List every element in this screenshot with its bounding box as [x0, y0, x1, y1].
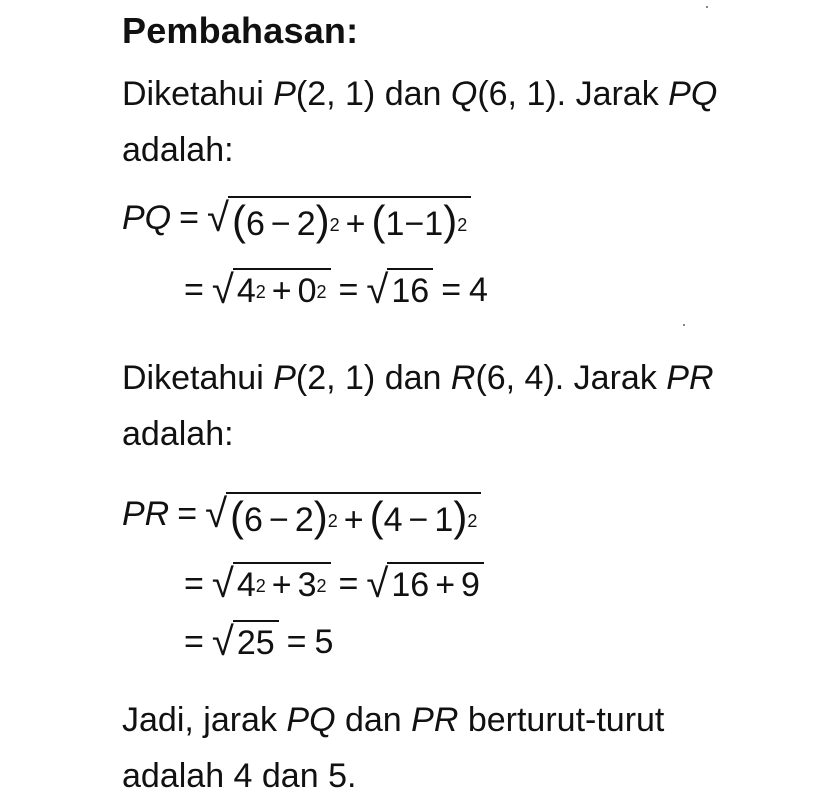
heading: Pembahasan: — [122, 10, 359, 51]
equation-pr-line1: PR = √ ( 6 − 2 ) $^2$ + ( 4 − 1 ) $^2$ — [122, 492, 481, 540]
sqrt-symbol: √ 25 — [212, 620, 279, 663]
sqrt-symbol: √ 16 — [366, 268, 433, 311]
equation-pq-line1: PQ = √ ( 6 − 2 ) $^2$ + ( 1 − 1 ) $^2$ — [122, 196, 471, 244]
equation-pq-line2: = √ 4 $^2$ + 0 $^2$ = √ 16 = 4 — [184, 268, 488, 312]
sqrt-symbol: √ 4 $^2$ + 0 $^2$ — [212, 268, 331, 311]
sqrt-symbol: √ ( 6 − 2 ) $^2$ + ( 4 − 1 ) $^2$ — [205, 492, 481, 540]
paragraph-conclusion: Jadi, jarak PQ dan PR berturut-turut adalah 4 dan 5. — [122, 701, 665, 795]
sqrt-symbol: √ 4 $^2$ + 3 $^2$ — [212, 562, 331, 605]
scan-speck — [706, 6, 708, 8]
equation-pr-line3: = √ 25 = 5 — [184, 620, 334, 664]
scan-speck — [683, 324, 685, 326]
sqrt-symbol: √ ( 6 − 2 ) $^2$ + ( 1 − 1 ) $^2$ — [207, 196, 471, 244]
equation-pr-line2: = √ 4 $^2$ + 3 $^2$ = √ 16 + 9 — [176, 562, 484, 605]
paragraph-pq: Diketahui P(2, 1) dan Q(6, 1). Jarak PQ adalah: — [122, 75, 718, 169]
paragraph-pr: Diketahui P(2, 1) dan R(6, 4). Jarak PR adalah: — [122, 359, 714, 453]
sqrt-symbol: √ 16 + 9 — [366, 562, 484, 605]
